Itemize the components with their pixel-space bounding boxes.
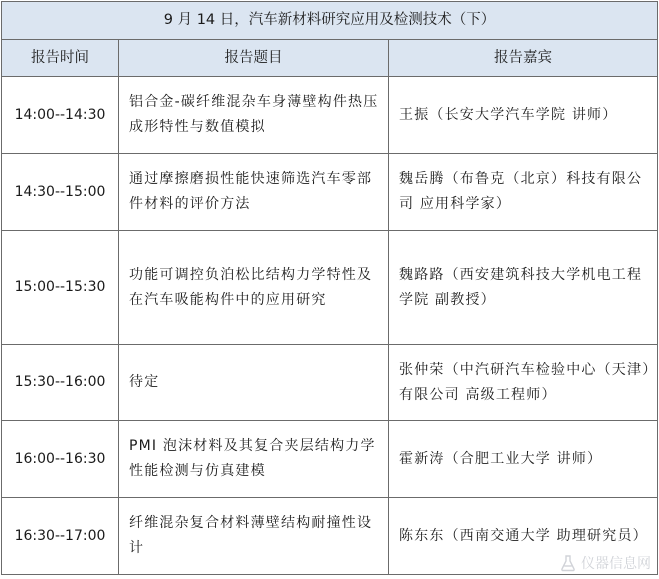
row-topic: 铝合金-碳纤维混杂车身薄壁构件热压成形特性与数值模拟 xyxy=(119,77,389,154)
row-guest: 霍新涛（合肥工业大学 讲师） xyxy=(389,421,658,498)
row-guest: 魏路路（西安建筑科技大学机电工程学院 副教授） xyxy=(389,231,658,345)
row-topic: 待定 xyxy=(119,345,389,421)
row-time: 14:30--15:00 xyxy=(2,154,119,231)
table-title: 9 月 14 日，汽车新材料研究应用及检测技术（下） xyxy=(2,2,658,40)
row-time: 16:30--17:00 xyxy=(2,498,119,575)
row-time: 16:00--16:30 xyxy=(2,421,119,498)
row-guest: 魏岳腾（布鲁克（北京）科技有限公司 应用科学家） xyxy=(389,154,658,231)
row-topic: 通过摩擦磨损性能快速筛选汽车零部件材料的评价方法 xyxy=(119,154,389,231)
flask-logo-icon xyxy=(559,554,577,572)
row-guest: 陈东东（西南交通大学 助理研究员） xyxy=(389,498,658,575)
row-topic: 纤维混杂复合材料薄壁结构耐撞性设计 xyxy=(119,498,389,575)
row-topic: PMI 泡沫材料及其复合夹层结构力学性能检测与仿真建模 xyxy=(119,421,389,498)
row-guest: 张仲荣（中汽研汽车检验中心（天津）有限公司 高级工程师） xyxy=(389,345,658,421)
table-row xyxy=(2,154,658,231)
row-guest: 王振（长安大学汽车学院 讲师） xyxy=(389,77,658,154)
schedule-table xyxy=(1,1,658,575)
header-row xyxy=(2,40,658,77)
row-topic: 功能可调控负泊松比结构力学特性及在汽车吸能构件中的应用研究 xyxy=(119,231,389,345)
header-topic: 报告题目 xyxy=(119,40,389,77)
header-guest: 报告嘉宾 xyxy=(389,40,658,77)
row-time: 15:30--16:00 xyxy=(2,345,119,421)
table-row xyxy=(2,345,658,421)
header-time: 报告时间 xyxy=(2,40,119,77)
row-time: 14:00--14:30 xyxy=(2,77,119,154)
table-row xyxy=(2,231,658,345)
watermark-text: 仪器信息网 xyxy=(581,556,651,572)
title-row xyxy=(2,2,658,40)
row-time: 15:00--15:30 xyxy=(2,231,119,345)
table-row xyxy=(2,421,658,498)
table-row xyxy=(2,77,658,154)
watermark xyxy=(559,553,651,573)
